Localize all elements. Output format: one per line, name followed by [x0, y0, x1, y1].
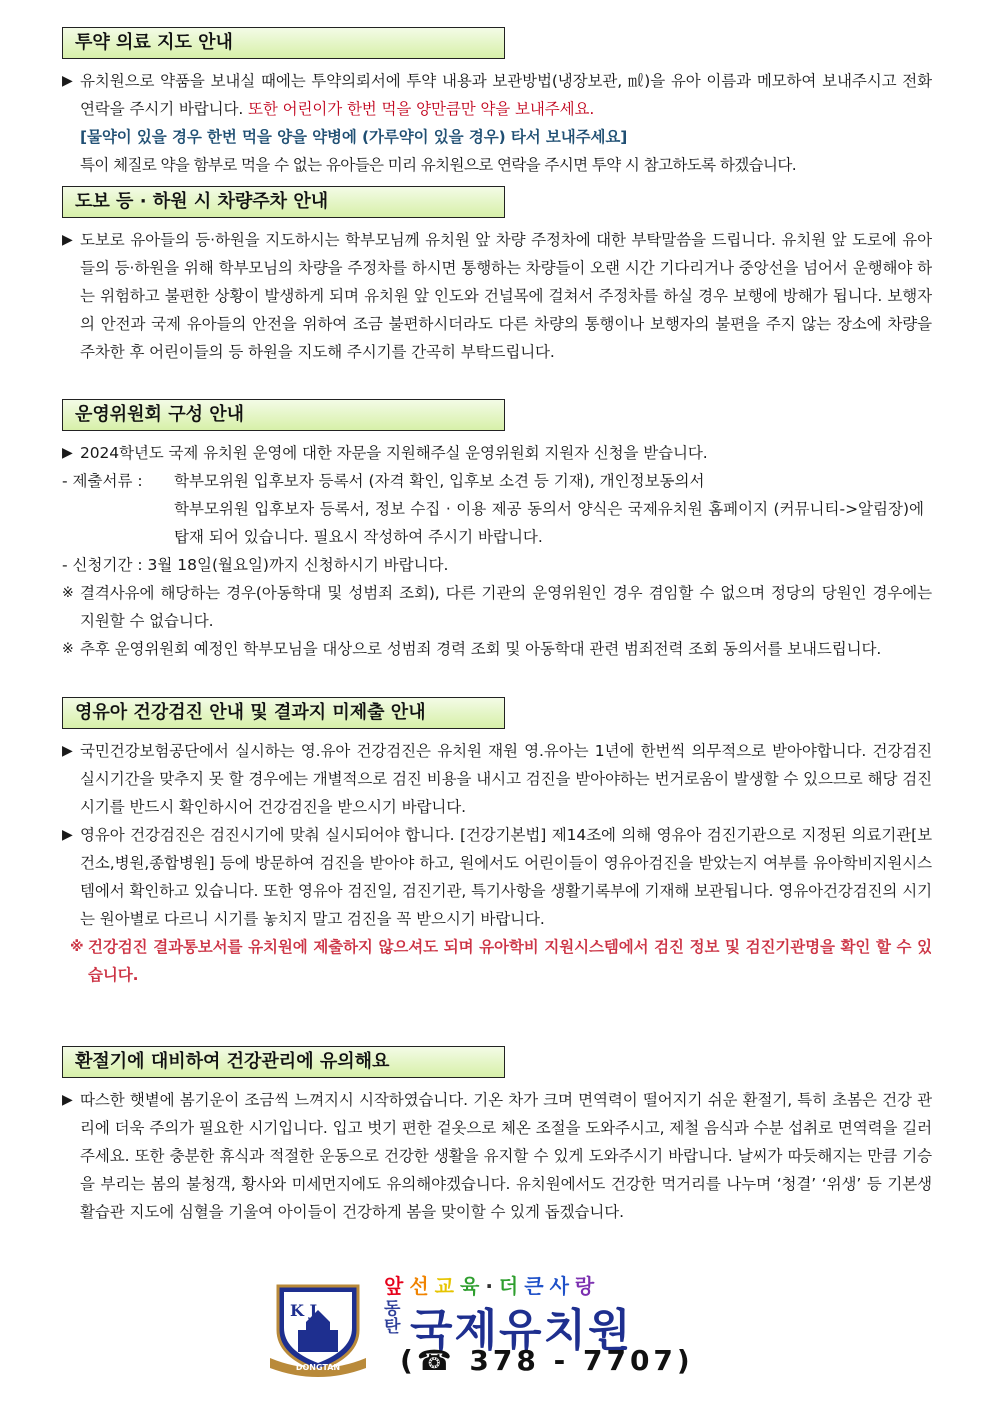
docs-values: [174, 467, 924, 551]
paragraph-text: 따스한 햇볕에 봄기운이 조금씩 느껴지시 시작하였습니다. 기온 차가 크며 면역력이 떨어지기 쉬운 환절기, 특히 초봄은 건강 관리에 더욱 주의가 필요한 시기입니다. 입고 벗기 편한 겉옷으로 체온 조절을 도와주시고, 제철 음식과 수분 섭취로 면역력을 길러주세요. 또한 충분한 휴식과 적절한 운동으로 건강한 생활을 유지할 수 있게 도와주시기 바랍니다. 날씨가 따듯해지는 만큼 기승을 부리는 봄의 불청객, 황사와 미세먼지에도 유의해야겠습니다. 유치원에서도 건강한 먹거리를 나누며 ‘청결’ ‘위생’ 등 기본생활습관 지도에 심혈을 기울여 아이들이 건강하게 봄을 맞이할 수 있게 돕겠습니다.: [80, 1091, 932, 1221]
section-paragraph: [62, 439, 932, 467]
paragraph-text: 영유아 건강검진은 검진시기에 맞춰 실시되어야 합니다. [건강기본법] 제14조에 의해 영유아 검진기관으로 지정된 의료기관[보건소,병원,종합병원] 등에 방문하여 검진을 받아야 하고, 원에서도 어린이들이 영유아검진을 받았는지 여부를 유아학비지원시스템에서 확인하고 있습니다. 또한 영유아 검진일, 검진기관, 특기사항을 생활기록부에 기재해 보관됩니다. 영유아건강검진의 시기는 원아별로 다르니 시기를 놓치지 말고 검진을 꼭 받으시기 바랍니다.: [80, 826, 932, 928]
section-heading: 환절기에 대비하여 건강관리에 유의해요: [62, 1046, 505, 1078]
pink-note: [62, 933, 932, 989]
motto-char: 더: [498, 1274, 525, 1298]
section-heading: 영유아 건강검진 안내 및 결과지 미제출 안내: [62, 697, 505, 729]
motto-char: 사: [549, 1274, 575, 1298]
arrow-marker: ▶: [62, 827, 73, 843]
paragraph-text: 도보로 유아들의 등·하원을 지도하시는 학부모님께 유치원 앞 차량 주정차에 대한 부탁말씀을 드립니다. 유치원 앞 도로에 유아들의 등·하원을 위해 학부모님의 차량을 주정차를 하시면 통행하는 차량들이 오랜 시간 기다리거나 중앙선을 넘어서 운행해야 하는 위험하고 불편한 상황이 발생하게 되며 유치원 앞 인도와 건널목에 걸쳐서 주정차를 하실 경우 보행에 방해가 됩니다. 보행자의 안전과 국제 유아들의 안전을 위하여 조금 불편하시더라도 다른 차량의 통행이나 보행자의 불편을 주지 않는 장소에 차량을 주차한 후 어린이들의 등 하원을 지도해 주시기를 간곡히 부탁드립니다.: [80, 231, 932, 361]
paragraph-text: 2024학년도 국제 유치원 운영에 대한 자문을 지원해주실 운영위원회 지원자 신청을 받습니다.: [80, 444, 708, 462]
note-marker: ※: [62, 585, 74, 601]
section-heading: 운영위원회 구성 안내: [62, 399, 505, 431]
motto-char: 선: [409, 1274, 435, 1298]
docs-label: - 제출서류 :: [62, 472, 143, 490]
brand-name: 국제유치원: [410, 1305, 633, 1356]
paragraph-text: 국민건강보험공단에서 실시하는 영.유아 건강검진은 유치원 재원 영.유아는 1년에 한번씩 의무적으로 받아야합니다. 건강검진 실시기간을 맞추지 못 할 경우에는 개별적으로 검진 비용을 내시고 검진을 받아야하는 번거로움이 발생할 수 있으므로 해당 검진 시기를 반드시 확인하시어 건강검진을 받으시기 바랍니다.: [80, 742, 932, 816]
arrow-marker: ▶: [62, 1092, 73, 1108]
brand-dong: 동탄: [384, 1299, 401, 1337]
section-heading: 도보 등 · 하원 시 차량주차 안내: [62, 186, 505, 218]
arrow-marker: ▶: [62, 743, 73, 759]
section-health-check: [62, 697, 932, 989]
docs-row: [62, 467, 932, 551]
highlight-red-text: 또한 어린이가 한번 먹을 양만큼만 약을 보내주세요.: [248, 100, 595, 118]
motto-char: 앞: [384, 1274, 410, 1298]
logo-letters: K J: [290, 1301, 318, 1320]
note-text: 추후 운영위원회 예정인 학부모님을 대상으로 성범죄 경력 조회 및 아동학대 관련 범죄전력 조회 동의서를 보내드립니다.: [80, 640, 882, 658]
arrow-marker: ▶: [62, 232, 73, 248]
section-parking: [62, 186, 932, 366]
section-seasonal-health: [62, 1046, 932, 1226]
section-heading: 투약 의료 지도 안내: [62, 27, 505, 59]
phone-number: (☎ 378 - 7707): [400, 1344, 694, 1377]
kindergarten-footer: [268, 1270, 698, 1380]
motto-char: 큰: [524, 1274, 550, 1298]
note-paragraph: [62, 635, 932, 663]
paragraph-text: 특이 체질로 약을 함부로 먹을 수 없는 유아들은 미리 유치원으로 연락을 주시면 투약 시 참고하도록 하겠습니다.: [80, 156, 797, 174]
section-medication: [62, 27, 932, 179]
section-paragraph: [62, 737, 932, 821]
paragraph-text: 유치원으로 약품을 보내실 때에는 투약의뢰서에 투약 내용과 보관방법(냉장보관, ㎖)을 유아 이름과 메모하여 보내주시고 전화 연락을 주시기 바랍니다.: [80, 72, 932, 118]
section-paragraph: [62, 226, 932, 366]
section-paragraph: [62, 821, 932, 933]
motto-char: 교: [434, 1274, 460, 1298]
docs-line-2: 학부모위원 입후보자 등록서, 정보 수집 · 이용 제공 동의서 양식은 국제유치원 홈페이지 (커뮤니티->알림장)에 탑재 되어 있습니다. 필요시 작성하여 주시기 바랍니다.: [174, 500, 924, 546]
section-paragraph: [62, 67, 932, 179]
motto-char: 랑: [574, 1274, 601, 1298]
note-text: 결격사유에 해당하는 경우(아동학대 및 성범죄 조회), 다른 기관의 운영위원인 경우 겸임할 수 없으며 정당의 당원인 경우에는 지원할 수 없습니다.: [80, 584, 932, 630]
motto-char: ·: [485, 1274, 499, 1298]
note-marker: ※: [62, 641, 74, 657]
logo-ribbon-text: DONGTAN: [295, 1363, 341, 1372]
period-row: - 신청기간 : 3월 18일(월요일)까지 신청하시기 바랍니다.: [62, 556, 449, 574]
section-paragraph: [62, 1086, 932, 1226]
kindergarten-logo: [268, 1278, 368, 1378]
section-committee: [62, 399, 932, 663]
highlight-blue-text: [물약이 있을 경우 한번 먹을 양을 약병에 (가루약이 있을 경우) 타서 보내주세요]: [80, 128, 628, 146]
motto-char: 육: [459, 1274, 486, 1298]
note-marker: ※: [70, 939, 84, 955]
arrow-marker: ▶: [62, 445, 73, 461]
note-paragraph: [62, 579, 932, 635]
docs-line-1: 학부모위원 입후보자 등록서 (자격 확인, 입후보 소견 등 기재), 개인정보동의서: [174, 472, 705, 490]
arrow-marker: ▶: [62, 73, 73, 89]
note-text: 건강검진 결과통보서를 유치원에 제출하지 않으셔도 되며 유아학비 지원시스템에서 검진 정보 및 검진기관명을 확인 할 수 있습니다.: [88, 938, 932, 984]
